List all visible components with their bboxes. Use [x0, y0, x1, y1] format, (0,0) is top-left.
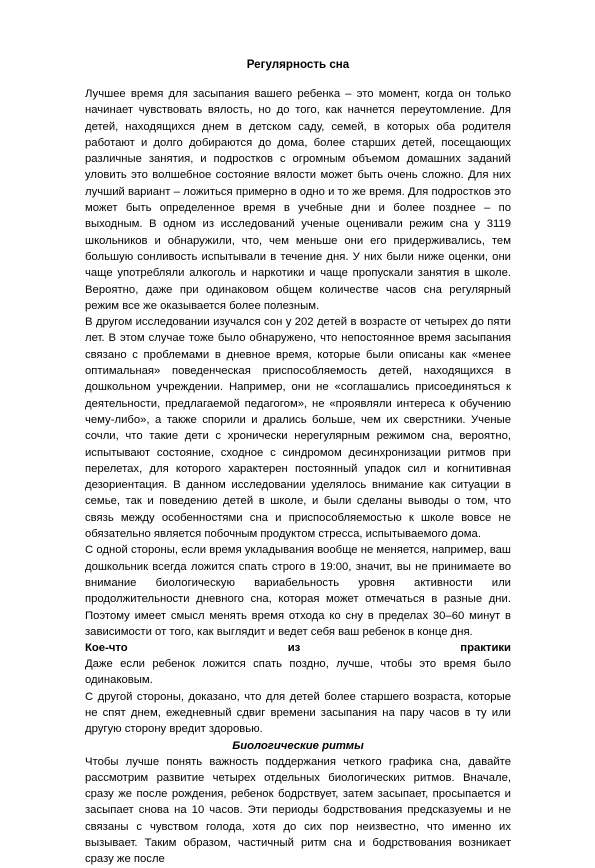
paragraph-2: В другом исследовании изучался сон у 202 детей в возрасте от четырех до пяти лет. В этом случае тоже было обнаружено, что непостоянное время засыпания связано с проблемами в дневное время, которые были описаны как «менее оптимальная» поведенческая приспособляемость детей, находящихся в дошкольном учреждении. Например, они не «соглашались присоединяться к деятельности, предлагаемой педагогом», не «проявляли интереса к обучению чему-либо», а также спорили и дрались больше, чем их сверстники. Ученые сочли, что такие дети с хронически нерегулярным режимом сна, вероятно, испытывают состояние, сходное с синдромом десинхронизации ритмов при перелетах, для которого характерен постоянный упадок сил и когнитивная дезориентация. В данном исследовании уделялось внимание как ситуации в семье, так и поведению детей в школе, и были сделаны выводы о том, что связь между особенностями сна и приспособляемостью к школе вовсе не обязательно является побочным продуктом стресса, испытываемого дома.: [85, 316, 511, 541]
paragraph-3: С одной стороны, если время укладывания вообще не меняется, например, ваш дошкольник всегда ложится спать строго в 19:00, значит, вы не принимаете во внимание биологическую вариабельность уровня активности или продолжительности дневного сна, которая может отмечаться в разные дни. Поэтому имеет смысл менять время отхода ко сну в пределах 30–60 минут в зависимости от того, как выглядит и ведет себя ваш ребенок в конце дня.: [85, 544, 511, 638]
document-body: [85, 57, 511, 868]
page-title: Регулярность сна: [246, 58, 350, 71]
subheading-word-3: практики: [460, 642, 511, 655]
subheading-word-2: из: [287, 642, 301, 655]
subheading-word-1: Кое-что: [85, 642, 128, 655]
paragraph-1: Лучшее время для засыпания вашего ребенка – это момент, когда он только начинает чувствовать вялость, но до того, как начнется переутомление. Для детей, находящихся днем в детском саду, семей, в которых оба родителя работают и долго добираются до дома, более старших детей, посещающих различные занятия, и подростков с огромным объемом домашних заданий уловить это волшебное состояние вялости может быть очень сложно. Для них лучший вариант – ложиться примерно в одно и то же время. Для подростков это может быть определенное время в учебные дни и более позднее – по выходным. В одном из исследований ученые оценивали режим сна у 3119 школьников и обнаружили, что, чем меньше они его придерживались, тем большую сонливость испытывали в течение дня. У них были ниже оценки, они чаще употребляли алкоголь и наркотики и чаще пропускали занятия в школе. Вероятно, даже при одинаковом общем количестве часов сна регулярный режим все же оказывается более полезным.: [85, 88, 511, 312]
final-paragraph: Чтобы лучше понять важность поддержания четкого графика сна, давайте рассмотрим развитие четырех отдельных биологических ритмов. Вначале, сразу же после рождения, ребенок бодрствует, затем засыпает, просыпается и засыпает снова на 10 часов. Эти периоды бодрствования предсказуемы и не связаны с чувством голода, хотя до сих пор неизвестно, что именно их вызывает. Таким образом, частичный ритм сна и бодрствования возникает сразу же после: [85, 755, 511, 866]
section-heading: Биологические ритмы: [232, 739, 364, 752]
subheading-practice: [85, 640, 511, 656]
practice-paragraph-2: С другой стороны, доказано, что для детей более старшего возраста, которые не спят днем, ежедневный сдвиг времени засыпания на пару часов в ту или другую сторону вредит здоровью.: [85, 690, 511, 736]
practice-paragraph-1: Даже если ребенок ложится спать поздно, лучше, чтобы это время было одинаковым.: [85, 658, 511, 687]
